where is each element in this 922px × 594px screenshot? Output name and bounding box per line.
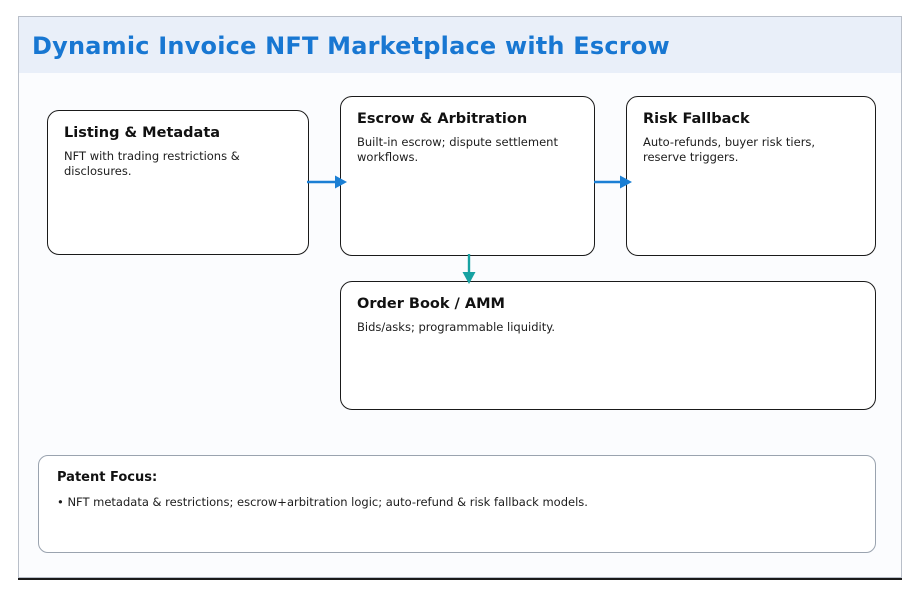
node-order-book-amm[interactable] [340, 281, 876, 410]
node-listing-title: Listing & Metadata [64, 125, 221, 141]
node-risk-title: Risk Fallback [643, 111, 750, 127]
node-escrow-description: Built-in escrow; dispute settlement workflows. [357, 134, 558, 165]
node-risk-fallback[interactable] [626, 96, 876, 256]
node-escrow-arbitration[interactable] [340, 96, 595, 256]
node-escrow-title: Escrow & Arbitration [357, 111, 528, 127]
arrow-escrow-to-risk-icon [592, 168, 634, 196]
patent-focus-box [38, 455, 876, 553]
node-listing-metadata[interactable] [47, 110, 309, 255]
arrow-escrow-to-orderbook-icon [455, 252, 483, 286]
node-orderbook-description: Bids/asks; programmable liquidity. [357, 319, 556, 334]
arrow-listing-to-escrow-icon [305, 168, 349, 196]
node-listing-description: NFT with trading restrictions & disclosures. [64, 148, 240, 179]
patent-focus-heading: Patent Focus: [57, 470, 158, 485]
bottom-divider [18, 578, 902, 580]
node-orderbook-title: Order Book / AMM [357, 296, 505, 312]
page-title: Dynamic Invoice NFT Marketplace with Escrow [32, 32, 670, 60]
patent-focus-bullet: • NFT metadata & restrictions; escrow+arbitration logic; auto-refund & risk fallback models. [57, 495, 588, 509]
node-risk-description: Auto-refunds, buyer risk tiers, reserve triggers. [643, 134, 816, 165]
